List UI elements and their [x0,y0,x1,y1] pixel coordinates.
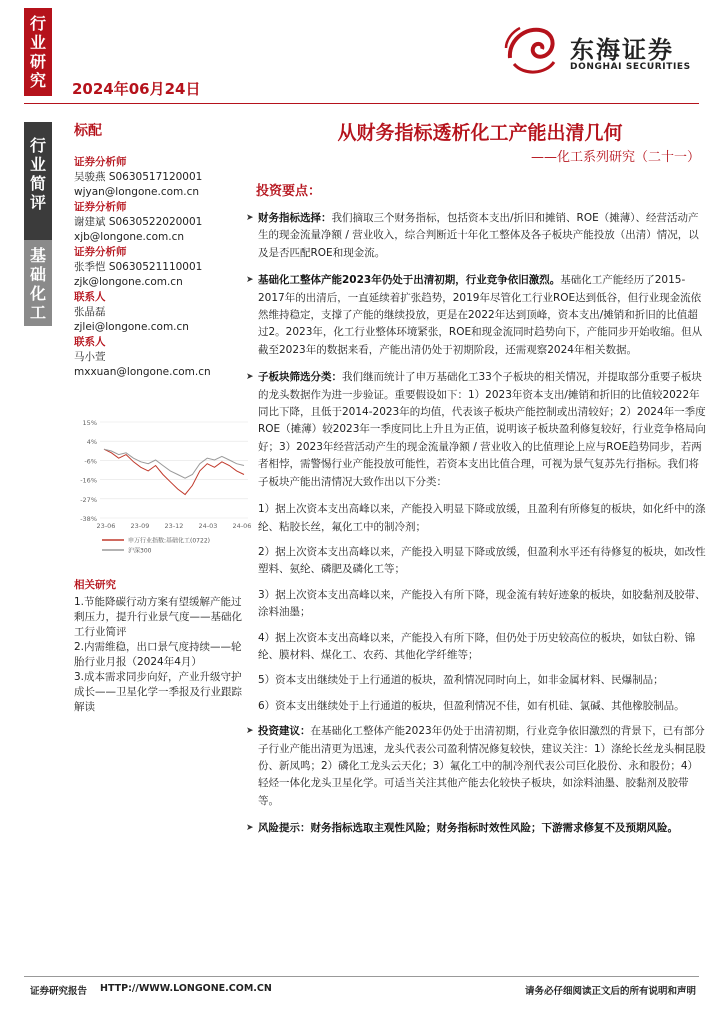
sub-item: 5）资本支出继续处于上行通道的板块，盈利情况同时向上，如非金属材料、民爆制品； [258,674,664,687]
main-content [246,210,706,848]
para-text: 基础化工产能经历了2015-2017年的出清后，一直延续着扩张趋势，2019年尽管化工行业ROE达到低谷，但行业现金流依然维持稳定，支撑了产能的继续投放，更是在2022年达到顶峰，资本支出/摊销和折旧的比值超过2。2023年，化工行业整体环境紧张，ROE和现金流同时趋势向下，产能同步开始收缩。但从截至2023年的数据来看，产能出清仍处于初期阶段，还需观察2024年相关数据。 [258,274,703,356]
chart-y-tick-label: -27% [80,495,97,504]
sub-item: 3）据上次资本支出高峰以来，产能投入有所下降，现金流有转好迹象的板块，如胶黏剂及胶带、涂料油墨； [258,588,706,619]
chart-x-tick-label: 23-09 [130,522,150,530]
report-subtitle: ——化工系列研究（二十一） [530,150,700,165]
report-title: 从财务指标透析化工产能出清几何 [337,122,623,144]
analyst-role: 证券分析师 [74,156,127,168]
para-text: 我们摘取三个财务指标，包括资本支出/折旧和摊销、ROE（摊薄）、经营活动产生的现金流量净额 / 营业收入，综合判断近十年化工整体及各子板块产能投放（出清）情况，以及是否匹配ROE和现金流。 [258,212,699,259]
contact-block-1 [74,290,250,335]
para-text: 财务指标选取主观性风险；财务指标时效性风险；下游需求修复不及预期风险。 [310,822,678,835]
paragraph-financial-indicators [246,210,706,262]
paragraph-subsector-screening [246,369,706,491]
sub-item: 6）资本支出继续处于上行通道的板块，但盈利情况不佳，如有机硅、氯碱、其他橡胶制品。 [258,699,685,712]
bullet-icon: ➤ [246,823,254,834]
performance-chart [72,412,252,572]
chart-y-tick-label: 4% [86,438,97,447]
rating: 标配 [74,123,102,139]
contact-role: 联系人 [74,336,106,348]
analyst-role: 证券分析师 [74,201,127,213]
analyst-block-1 [74,155,250,200]
analyst-block-2 [74,200,250,245]
bullet-icon: ➤ [246,213,254,223]
footer-divider [24,976,699,977]
brand-logo [500,18,700,80]
footer-disclaimer: 请务必仔细阅读正文后的所有说明和声明 [524,986,696,997]
related-item[interactable]: 2.内需维稳，出口景气度持续——轮胎行业月报（2024年4月） [74,641,242,668]
paragraph-risk-warning [246,820,706,837]
analyst-name: 张季恺 S0630521110001 [74,261,203,273]
para-text: 在基础化工整体产能2023年仍处于出清初期，行业竞争依旧激烈的背景下，已有部分子行业产能出清更为迅速，龙头代表公司盈利情况修复较快，建议关注：1）涤纶长丝龙头桐昆股份、新凤鸣；2）磷化工龙头云天化；3）氟化工中的制冷剂代表公司巨化股份、永和股份；4）轻烃一体化龙头卫星化学。可适当关注其他产能去化较快子板块，如涂料油墨、胶黏剂及胶带等。 [258,725,706,807]
contact-block-2 [74,335,250,380]
chart-x-tick-label: 24-06 [232,522,252,530]
chart-legend-label: 沪深300 [128,547,152,555]
para-lead: 风险提示： [258,822,311,835]
contact-name: 张晶磊 [74,306,106,318]
section-tag [24,122,52,240]
para-text: 我们继而统计了申万基础化工33个子板块的相关情况，并提取部分重要子板块的龙头数据作为进一步验证。重要假设如下：1）2023年资本支出/摊销和折旧的比值较2022年同比下降，且低于2014-2023年的均值，代表该子板块产能控制或出清较好；2）2024年一季度ROE（摊薄）较2023年一季度同比上升且为正值，说明该子板块盈利修复较好，行业竞争格局向好；3）2023年经营活动产生的现金流量净额 / 营业收入的比值理论上应与ROE趋势同步，若两者相悖，需警惕行业产能投放可能性，若资本支出比值合理，可视为景气复苏先行指标。我们将子板块产能出清情况大致作出以下分类： [258,371,706,488]
analyst-block-3 [74,245,250,290]
section-tag-text: 行 业 简 评 [29,136,46,212]
analyst-name: 谢建斌 S0630522020001 [74,216,203,228]
chart-series-line [104,449,244,494]
side-tag-industry-research [24,8,52,96]
chart-series-line [104,449,244,478]
sector-tag [24,240,52,326]
sub-item: 4）据上次资本支出高峰以来，产能投入有所下降，但仍处于历史较高位的板块，如钛白粉、锦纶、膜材料、煤化工、农药、其他化学纤维等； [258,631,696,661]
chart-x-tick-label: 23-06 [96,522,116,530]
bullet-icon: ➤ [246,275,254,286]
side-tag-text: 行 业 研 究 [29,14,46,90]
paragraph-investment-advice [246,723,706,810]
sector-tag-text: 基 础 化 工 [29,246,46,322]
contact-role: 联系人 [74,291,106,303]
brand-name-cn: 东海证券 [570,36,674,64]
brand-swirl-icon [500,18,562,80]
analyst-email[interactable]: zjk@longone.com.cn [74,276,183,288]
chart-y-tick-label: -6% [84,457,97,466]
chart-x-tick-label: 23-12 [164,522,184,530]
analyst-email[interactable]: xjb@longone.com.cn [74,231,185,243]
analyst-email[interactable]: wjyan@longone.com.cn [74,186,200,198]
related-title: 相关研究 [74,579,116,591]
paragraph-industry-capacity [246,272,706,359]
chart-x-tick-label: 24-03 [198,522,218,530]
contact-email[interactable]: zjlei@longone.com.cn [74,321,189,333]
brand-name-en: DONGHAI SECURITIES [570,62,691,72]
contact-email[interactable]: mxxuan@longone.com.cn [74,366,211,378]
sub-item: 1）据上次资本支出高峰以来，产能投入明显下降或放缓，且盈利有所修复的板块，如化纤中的涤纶、粘胶长丝，氟化工中的制冷剂； [258,503,706,533]
chart-y-tick-label: -16% [80,476,97,485]
related-research [74,578,252,715]
report-date: 2024年06月24日 [72,80,201,98]
header-divider [24,103,699,104]
sub-item: 2）据上次资本支出高峰以来，产能投入明显下降或放缓，但盈利水平还有待修复的板块，如改性塑料、氨纶、磷肥及磷化工等； [258,545,706,576]
analyst-name: 吴骏燕 S0630517120001 [74,171,203,183]
related-item[interactable]: 3.成本需求同步向好，产业升级守护成长——卫星化学一季报及行业跟踪解读 [74,671,242,713]
sidebar [74,124,250,380]
footer-url[interactable]: HTTP://WWW.LONGONE.COM.CN [100,983,272,994]
bullet-icon: ➤ [246,372,254,383]
para-lead: 基础化工整体产能2023年仍处于出清初期，行业竞争依旧激烈。 [258,274,561,287]
bullet-icon: ➤ [246,726,254,737]
analyst-role: 证券分析师 [74,246,127,258]
investment-title: 投资要点： [256,184,322,199]
chart-y-tick-label: -38% [80,515,97,523]
para-lead: 投资建议： [258,725,311,738]
contact-name: 马小萱 [74,351,106,363]
chart-y-tick-label: 15% [82,419,97,427]
para-lead: 子板块筛选分类： [258,371,342,384]
para-lead: 财务指标选择： [258,212,332,224]
chart-legend-label: 申万行业指数:基础化工(0722) [128,537,210,545]
footer-left: 证券研究报告 [30,986,88,997]
related-item[interactable]: 1.节能降碳行动方案有望缓解产能过剩压力，提升行业景气度——基础化工行业简评 [74,596,242,638]
